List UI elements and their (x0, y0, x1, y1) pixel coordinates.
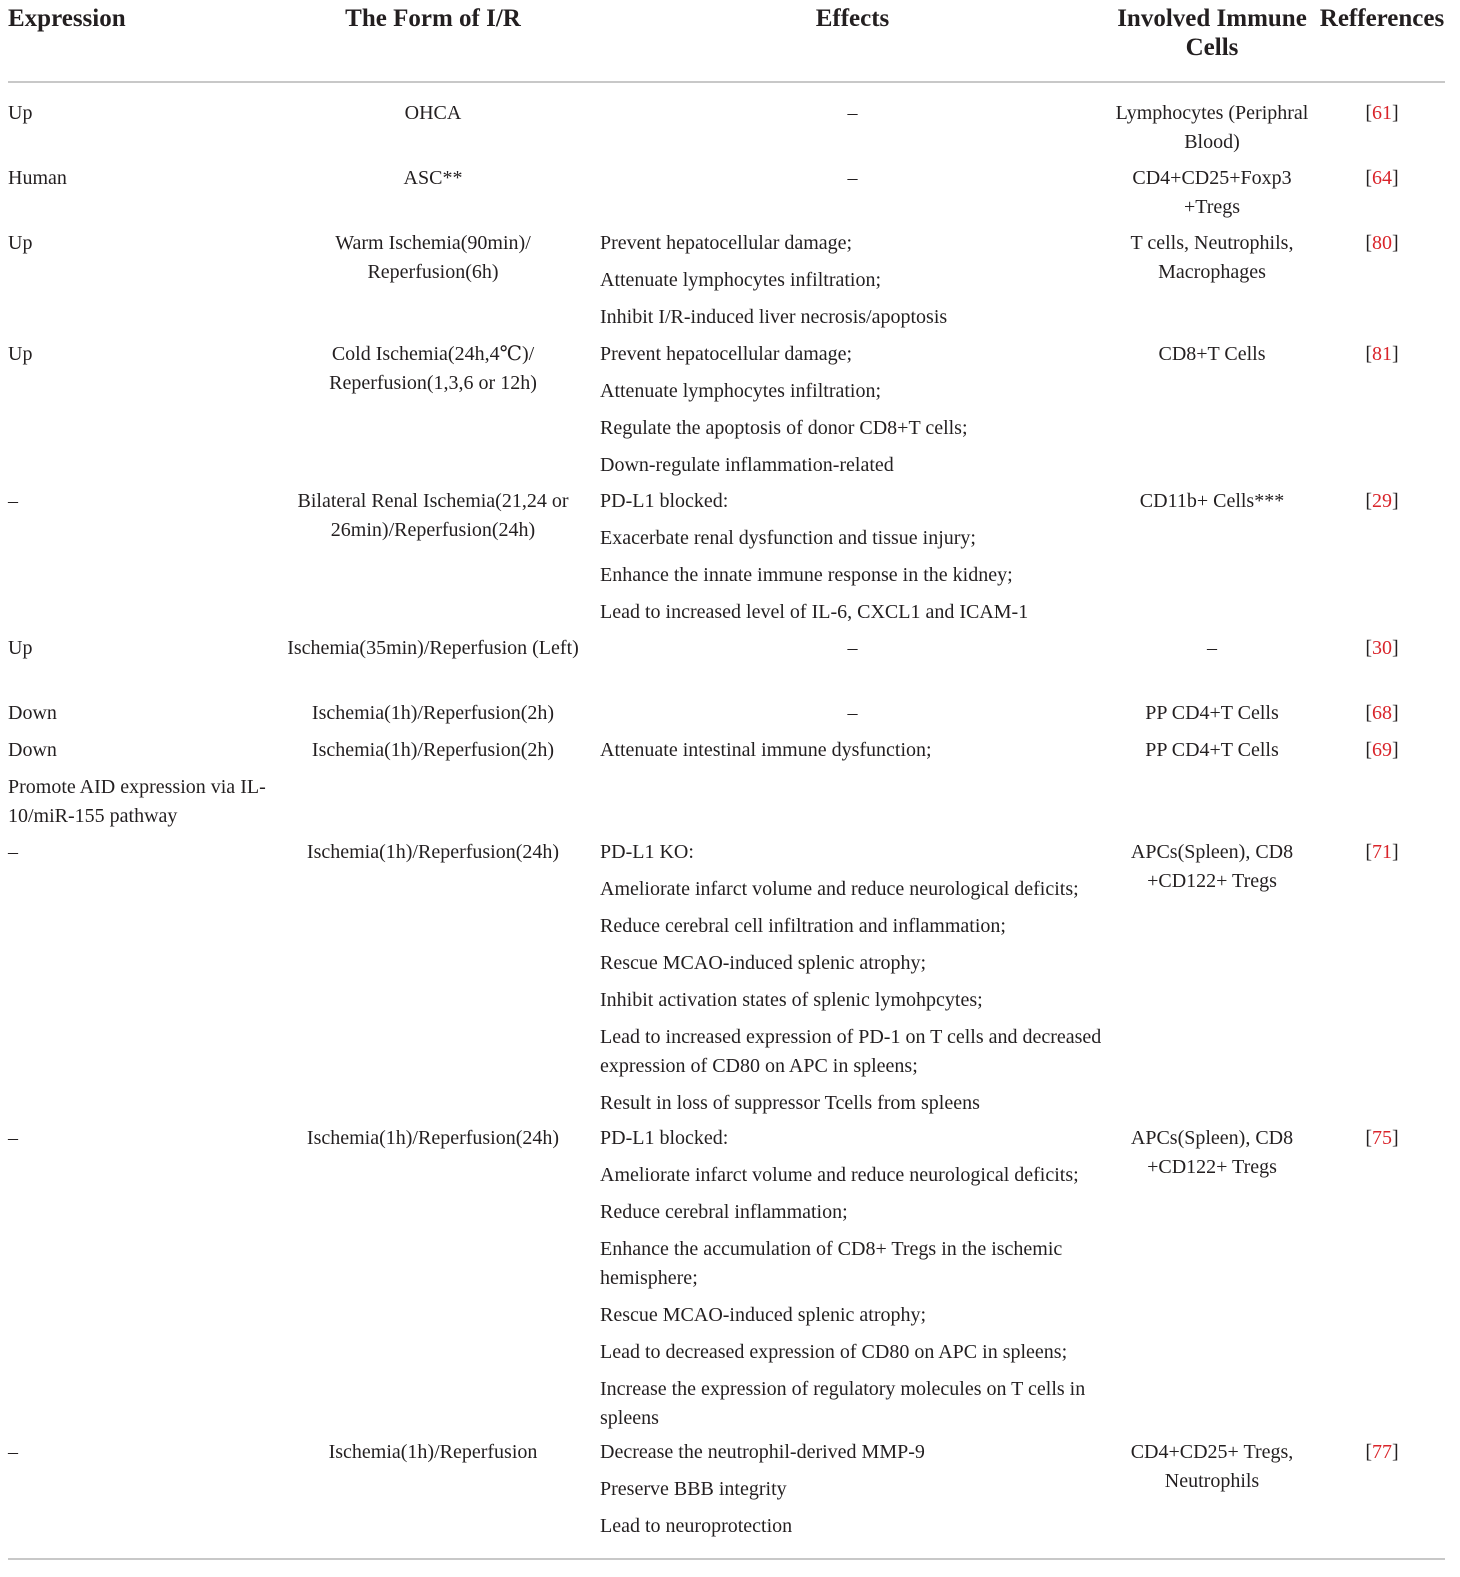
cell-immune-cells: APCs(Spleen), CD8 +CD122+ Tregs (1130, 841, 1294, 892)
reference-link[interactable]: 71 (1372, 841, 1392, 863)
effect-line: Enhance the accumulation of CD8+ Tregs in the ischemic hemisphere; (600, 1238, 1063, 1289)
effect-line: PD-L1 KO: (600, 841, 694, 863)
cell-effects (600, 164, 1105, 193)
effect-line: Attenuate lymphocytes infiltration; (600, 269, 882, 291)
effect-line: – (847, 637, 858, 659)
cell-expression: Up (8, 343, 33, 365)
effect-line: Decrease the neutrophil-derived MMP-9 (600, 1441, 925, 1463)
reference-link[interactable]: 64 (1372, 167, 1392, 189)
effect-line: Preserve BBB integrity (600, 1478, 787, 1500)
cell-immune-cells: – (1207, 637, 1217, 659)
effect-line: Prevent hepatocellular damage; (600, 232, 853, 254)
cell-effects (600, 1124, 1120, 1433)
header-cells: Involved Immune Cells (1117, 5, 1307, 61)
bottom-rule (8, 1558, 1445, 1560)
cell-effects (600, 699, 1105, 728)
cell-form: Bilateral Renal Ischemia(21,24 or 26min)/Reperfusion(24h) (297, 490, 569, 541)
cell-expression: Up (8, 637, 33, 659)
cell-reference: [64] (1365, 167, 1399, 189)
cell-reference: [68] (1365, 702, 1399, 724)
cell-immune-cells: CD8+T Cells (1158, 343, 1266, 365)
header-rule (8, 81, 1445, 83)
cell-form: Ischemia(1h)/Reperfusion(2h) (311, 702, 555, 724)
effect-line: Lead to increased level of IL-6, CXCL1 and ICAM-1 (600, 601, 1029, 623)
cell-effects (600, 487, 1120, 627)
effect-line: Reduce cerebral inflammation; (600, 1201, 848, 1223)
cell-effects (600, 736, 1120, 765)
effect-line: Exacerbate renal dysfunction and tissue injury; (600, 527, 976, 549)
cell-form: Ischemia(35min)/Reperfusion (Left) (287, 637, 579, 659)
cell-immune-cells: PP CD4+T Cells (1145, 739, 1279, 761)
cell-reference: [75] (1365, 1127, 1399, 1149)
cell-form: Cold Ischemia(24h,4℃)/ Reperfusion(1,3,6 or 12h) (329, 343, 537, 394)
cell-form: Ischemia(1h)/Reperfusion(24h) (306, 1127, 560, 1149)
header-effects: Effects (815, 5, 890, 32)
cell-effects (600, 340, 1120, 480)
reference-link[interactable]: 61 (1372, 102, 1392, 124)
cell-expression: – (8, 490, 18, 512)
cell-expression: – (8, 1441, 18, 1463)
reference-link[interactable]: 81 (1372, 343, 1392, 365)
cell-form: Ischemia(1h)/Reperfusion (328, 1441, 538, 1463)
effect-line: Lead to neuroprotection (600, 1515, 793, 1537)
cell-effects (600, 1438, 1120, 1541)
effect-line: Regulate the apoptosis of donor CD8+T cells; (600, 417, 968, 439)
cell-immune-cells: CD4+CD25+ Tregs, Neutrophils (1130, 1441, 1294, 1492)
cell-reference: [30] (1365, 637, 1399, 659)
effect-line: PD-L1 blocked: (600, 1127, 729, 1149)
cell-immune-cells: T cells, Neutrophils, Macrophages (1130, 232, 1294, 283)
cell-effects (600, 229, 1120, 332)
cell-effects (600, 634, 1105, 663)
cell-form: OHCA (404, 102, 462, 124)
cell-reference: [69] (1365, 739, 1399, 761)
cell-reference: [29] (1365, 490, 1399, 512)
header-form: The Form of I/R (345, 5, 521, 32)
effect-line: Increase the expression of regulatory molecules on T cells in spleens (600, 1378, 1086, 1429)
cell-expression: Human (8, 167, 67, 189)
cell-form: Ischemia(1h)/Reperfusion(24h) (306, 841, 560, 863)
effect-line: Inhibit activation states of splenic lymohpcytes; (600, 989, 983, 1011)
header-expression: Expression (8, 5, 126, 32)
cell-form: Ischemia(1h)/Reperfusion(2h) (311, 739, 555, 761)
effect-line: Ameliorate infarct volume and reduce neurological deficits; (600, 1164, 1079, 1186)
cell-expression: Down (8, 702, 57, 724)
effect-line: Prevent hepatocellular damage; (600, 343, 853, 365)
reference-link[interactable]: 69 (1372, 739, 1392, 761)
effect-line: – (847, 167, 858, 189)
reference-link[interactable]: 77 (1372, 1441, 1392, 1463)
effect-line: Down-regulate inflammation-related (600, 454, 894, 476)
cell-reference: [81] (1365, 343, 1399, 365)
reference-link[interactable]: 68 (1372, 702, 1392, 724)
effect-line: Attenuate intestinal immune dysfunction; (600, 739, 932, 761)
effect-line: Rescue MCAO-induced splenic atrophy; (600, 952, 927, 974)
effect-line: Rescue MCAO-induced splenic atrophy; (600, 1304, 927, 1326)
reference-link[interactable]: 29 (1372, 490, 1392, 512)
cell-reference: [80] (1365, 232, 1399, 254)
effect-line: PD-L1 blocked: (600, 490, 729, 512)
cell-immune-cells: APCs(Spleen), CD8 +CD122+ Tregs (1130, 1127, 1294, 1178)
cell-effects (600, 838, 1120, 1118)
cell-expression: – (8, 841, 18, 863)
reference-link[interactable]: 80 (1372, 232, 1392, 254)
cell-reference: [61] (1365, 102, 1399, 124)
effect-line: – (847, 702, 858, 724)
cell-reference: [77] (1365, 1441, 1399, 1463)
cell-reference: [71] (1365, 841, 1399, 863)
effect-line: Lead to increased expression of PD-1 on T cells and decreased expression of CD80 on APC in spleens; (600, 1026, 1102, 1077)
reference-link[interactable]: 75 (1372, 1127, 1392, 1149)
cell-immune-cells: Lymphocytes (Periphral Blood) (1115, 102, 1309, 153)
cell-form: Warm Ischemia(90min)/ Reperfusion(6h) (335, 232, 531, 283)
header-references: Refferences (1319, 5, 1445, 32)
effect-line: Inhibit I/R-induced liver necrosis/apoptosis (600, 306, 948, 328)
effect-line: Reduce cerebral cell infiltration and inflammation; (600, 915, 1006, 937)
effect-line: Enhance the innate immune response in the kidney; (600, 564, 1013, 586)
cell-expression: Up (8, 232, 33, 254)
reference-link[interactable]: 30 (1372, 637, 1392, 659)
cell-immune-cells: CD11b+ Cells*** (1139, 490, 1285, 512)
cell-expression: – (8, 1127, 18, 1149)
cell-immune-cells: PP CD4+T Cells (1145, 702, 1279, 724)
effect-line: Attenuate lymphocytes infiltration; (600, 380, 882, 402)
cell-form: ASC** (403, 167, 463, 189)
cell-expression: Down (8, 739, 57, 761)
effect-line: – (847, 102, 858, 124)
cell-effects (600, 99, 1105, 128)
effect-line: Result in loss of suppressor Tcells from spleens (600, 1092, 980, 1114)
cell-expression: Promote AID expression via IL-10/miR-155 pathway (8, 776, 266, 827)
cell-immune-cells: CD4+CD25+Foxp3 +Tregs (1132, 167, 1292, 218)
effect-line: Lead to decreased expression of CD80 on APC in spleens; (600, 1341, 1068, 1363)
cell-expression: Up (8, 102, 33, 124)
effect-line: Ameliorate infarct volume and reduce neurological deficits; (600, 878, 1079, 900)
